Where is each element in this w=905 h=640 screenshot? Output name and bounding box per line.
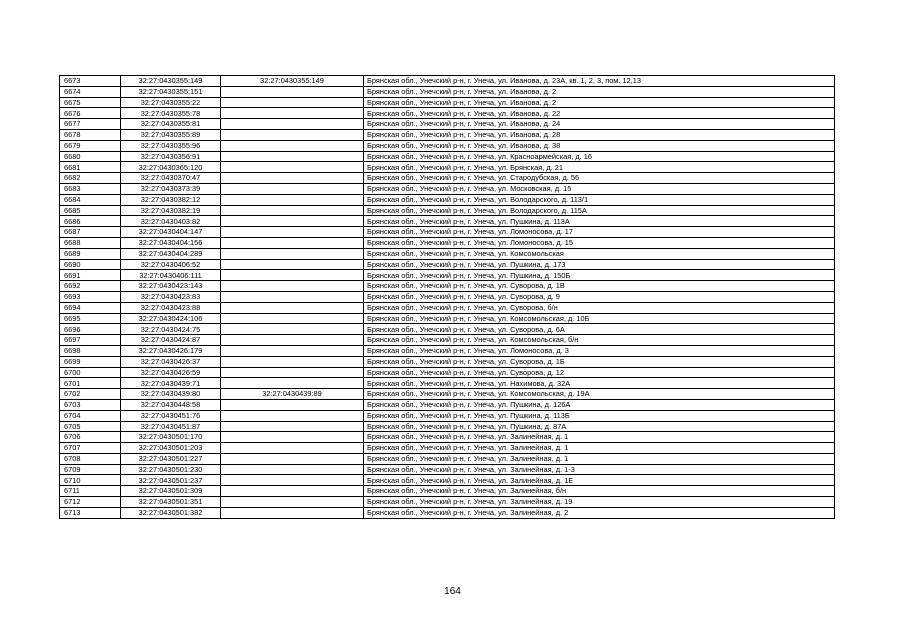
table-row bbox=[60, 76, 835, 87]
related-number-cell: 32:27:0430439:89 bbox=[221, 389, 364, 400]
related-number-cell bbox=[221, 324, 364, 335]
related-number-cell bbox=[221, 410, 364, 421]
row-number-cell: 6678 bbox=[60, 129, 121, 140]
related-number-cell bbox=[221, 399, 364, 410]
related-number-cell bbox=[221, 421, 364, 432]
cadastral-number-cell: 32:27:0430355:149 bbox=[121, 76, 221, 87]
address-cell: Брянская обл., Унечский р-н, г. Унеча, ул. Суворова, д. 1В bbox=[364, 281, 835, 292]
row-number-cell: 6705 bbox=[60, 421, 121, 432]
row-number-cell: 6694 bbox=[60, 302, 121, 313]
row-number-cell: 6693 bbox=[60, 291, 121, 302]
address-cell: Брянская обл., Унечский р-н, г. Унеча, ул. Иванова, д. 24 bbox=[364, 119, 835, 130]
row-number-cell: 6679 bbox=[60, 140, 121, 151]
cadastral-number-cell: 32:27:0430355:81 bbox=[121, 119, 221, 130]
address-cell: Брянская обл., Унечский р-н, г. Унеча, ул. Стародубская, д. 56 bbox=[364, 173, 835, 184]
address-cell: Брянская обл., Унечский р-н, г. Унеча, ул. Суворова, д. 6А bbox=[364, 324, 835, 335]
row-number-cell: 6700 bbox=[60, 367, 121, 378]
table-row bbox=[60, 227, 835, 238]
related-number-cell bbox=[221, 291, 364, 302]
related-number-cell bbox=[221, 270, 364, 281]
address-cell: Брянская обл., Унечский р-н, г. Унеча, ул. Комсомольская bbox=[364, 248, 835, 259]
related-number-cell bbox=[221, 108, 364, 119]
table-row bbox=[60, 345, 835, 356]
cadastral-number-cell: 32:27:0430403:82 bbox=[121, 216, 221, 227]
related-number-cell bbox=[221, 173, 364, 184]
table-row bbox=[60, 335, 835, 346]
related-number-cell bbox=[221, 475, 364, 486]
row-number-cell: 6691 bbox=[60, 270, 121, 281]
cadastral-number-cell: 32:27:0430423:83 bbox=[121, 291, 221, 302]
table-row bbox=[60, 486, 835, 497]
related-number-cell bbox=[221, 194, 364, 205]
related-number-cell bbox=[221, 453, 364, 464]
table-row bbox=[60, 313, 835, 324]
address-cell: Брянская обл., Унечский р-н, г. Унеча, ул. Пушкина, д. 173 bbox=[364, 259, 835, 270]
related-number-cell bbox=[221, 345, 364, 356]
cadastral-number-cell: 32:27:0430501:170 bbox=[121, 432, 221, 443]
cadastral-number-cell: 32:27:0430355:78 bbox=[121, 108, 221, 119]
table-row bbox=[60, 281, 835, 292]
row-number-cell: 6698 bbox=[60, 345, 121, 356]
table-row bbox=[60, 497, 835, 508]
table-row bbox=[60, 216, 835, 227]
cadastral-table bbox=[59, 75, 835, 519]
address-cell: Брянская обл., Унечский р-н, г. Унеча, ул. Комсомольская, д. 10Б bbox=[364, 313, 835, 324]
address-cell: Брянская обл., Унечский р-н, г. Унеча, ул. Залинейная, д. 1 bbox=[364, 432, 835, 443]
table-row bbox=[60, 389, 835, 400]
cadastral-number-cell: 32:27:0430501:309 bbox=[121, 486, 221, 497]
address-cell: Брянская обл., Унечский р-н, г. Унеча, ул. Суворова, б/н bbox=[364, 302, 835, 313]
address-cell: Брянская обл., Унечский р-н, г. Унеча, ул. Залинейная, д. 1 bbox=[364, 453, 835, 464]
address-cell: Брянская обл., Унечский р-н, г. Унеча, ул. Залинейная, д. 1Е bbox=[364, 475, 835, 486]
row-number-cell: 6711 bbox=[60, 486, 121, 497]
address-cell: Брянская обл., Унечский р-н, г. Унеча, ул. Залинейная, д. 1 bbox=[364, 443, 835, 454]
table-row bbox=[60, 475, 835, 486]
row-number-cell: 6681 bbox=[60, 162, 121, 173]
table-row bbox=[60, 421, 835, 432]
cadastral-number-cell: 32:27:0430355:89 bbox=[121, 129, 221, 140]
row-number-cell: 6710 bbox=[60, 475, 121, 486]
table-row bbox=[60, 410, 835, 421]
related-number-cell bbox=[221, 162, 364, 173]
related-number-cell bbox=[221, 183, 364, 194]
related-number-cell bbox=[221, 205, 364, 216]
table-row bbox=[60, 356, 835, 367]
row-number-cell: 6688 bbox=[60, 237, 121, 248]
cadastral-number-cell: 32:27:0430355:22 bbox=[121, 97, 221, 108]
table-row bbox=[60, 270, 835, 281]
table-row bbox=[60, 302, 835, 313]
cadastral-number-cell: 32:27:0430451:76 bbox=[121, 410, 221, 421]
row-number-cell: 6699 bbox=[60, 356, 121, 367]
row-number-cell: 6708 bbox=[60, 453, 121, 464]
row-number-cell: 6689 bbox=[60, 248, 121, 259]
address-cell: Брянская обл., Унечский р-н, г. Унеча, ул. Залинейная, д. 2 bbox=[364, 507, 835, 518]
row-number-cell: 6713 bbox=[60, 507, 121, 518]
cadastral-number-cell: 32:27:0430501:237 bbox=[121, 475, 221, 486]
table-body bbox=[60, 76, 835, 519]
row-number-cell: 6703 bbox=[60, 399, 121, 410]
cadastral-number-cell: 32:27:0430373:39 bbox=[121, 183, 221, 194]
row-number-cell: 6704 bbox=[60, 410, 121, 421]
table-row bbox=[60, 291, 835, 302]
page-number: 164 bbox=[444, 586, 461, 597]
table-row bbox=[60, 248, 835, 259]
cadastral-number-cell: 32:27:0430424:106 bbox=[121, 313, 221, 324]
cadastral-number-cell: 32:27:0430439:80 bbox=[121, 389, 221, 400]
cadastral-number-cell: 32:27:0430365:120 bbox=[121, 162, 221, 173]
address-cell: Брянская обл., Унечский р-н, г. Унеча, ул. Иванова, д. 2 bbox=[364, 86, 835, 97]
cadastral-number-cell: 32:27:0430424:75 bbox=[121, 324, 221, 335]
address-cell: Брянская обл., Унечский р-н, г. Унеча, ул. Красноармейская, д. 16 bbox=[364, 151, 835, 162]
address-cell: Брянская обл., Унечский р-н, г. Унеча, ул. Володарского, д. 113/1 bbox=[364, 194, 835, 205]
address-cell: Брянская обл., Унечский р-н, г. Унеча, ул. Иванова, д. 23А, кв. 1, 2, 3, пом. 12,13 bbox=[364, 76, 835, 87]
table-row bbox=[60, 97, 835, 108]
cadastral-number-cell: 32:27:0430406:52 bbox=[121, 259, 221, 270]
table-row bbox=[60, 205, 835, 216]
address-cell: Брянская обл., Унечский р-н, г. Унеча, ул. Ломоносова, д. 17 bbox=[364, 227, 835, 238]
address-cell: Брянская обл., Унечский р-н, г. Унеча, ул. Володарского, д. 115А bbox=[364, 205, 835, 216]
address-cell: Брянская обл., Унечский р-н, г. Унеча, ул. Иванова, д. 22 bbox=[364, 108, 835, 119]
related-number-cell bbox=[221, 151, 364, 162]
related-number-cell bbox=[221, 248, 364, 259]
address-cell: Брянская обл., Унечский р-н, г. Унеча, ул. Иванова, д. 28 bbox=[364, 129, 835, 140]
cadastral-number-cell: 32:27:0430355:151 bbox=[121, 86, 221, 97]
cadastral-number-cell: 32:27:0430406:111 bbox=[121, 270, 221, 281]
cadastral-number-cell: 32:27:0430451:87 bbox=[121, 421, 221, 432]
related-number-cell bbox=[221, 313, 364, 324]
table-row bbox=[60, 324, 835, 335]
table-row bbox=[60, 432, 835, 443]
row-number-cell: 6696 bbox=[60, 324, 121, 335]
address-cell: Брянская обл., Унечский р-н, г. Унеча, ул. Суворова, д. 1Б bbox=[364, 356, 835, 367]
row-number-cell: 6684 bbox=[60, 194, 121, 205]
related-number-cell bbox=[221, 259, 364, 270]
table-row bbox=[60, 378, 835, 389]
related-number-cell bbox=[221, 507, 364, 518]
table-row bbox=[60, 443, 835, 454]
row-number-cell: 6673 bbox=[60, 76, 121, 87]
row-number-cell: 6683 bbox=[60, 183, 121, 194]
address-cell: Брянская обл., Унечский р-н, г. Унеча, ул. Иванова, д. 2 bbox=[364, 97, 835, 108]
cadastral-number-cell: 32:27:0430501:227 bbox=[121, 453, 221, 464]
row-number-cell: 6707 bbox=[60, 443, 121, 454]
row-number-cell: 6692 bbox=[60, 281, 121, 292]
cadastral-number-cell: 32:27:0430501:382 bbox=[121, 507, 221, 518]
address-cell: Брянская обл., Унечский р-н, г. Унеча, ул. Залинейная, б/н bbox=[364, 486, 835, 497]
address-cell: Брянская обл., Унечский р-н, г. Унеча, ул. Комсомольская, д. 19А bbox=[364, 389, 835, 400]
cadastral-number-cell: 32:27:0430426:59 bbox=[121, 367, 221, 378]
cadastral-number-cell: 32:27:0430423:88 bbox=[121, 302, 221, 313]
address-cell: Брянская обл., Унечский р-н, г. Унеча, ул. Нахимова, д. 32А bbox=[364, 378, 835, 389]
row-number-cell: 6709 bbox=[60, 464, 121, 475]
row-number-cell: 6680 bbox=[60, 151, 121, 162]
related-number-cell bbox=[221, 464, 364, 475]
address-cell: Брянская обл., Унечский р-н, г. Унеча, ул. Залинейная, д. 19 bbox=[364, 497, 835, 508]
cadastral-number-cell: 32:27:0430356:91 bbox=[121, 151, 221, 162]
table-row bbox=[60, 173, 835, 184]
cadastral-number-cell: 32:27:0430501:230 bbox=[121, 464, 221, 475]
address-cell: Брянская обл., Унечский р-н, г. Унеча, ул. Пушкина, д. 113А bbox=[364, 216, 835, 227]
address-cell: Брянская обл., Унечский р-н, г. Унеча, ул. Суворова, д. 12 bbox=[364, 367, 835, 378]
address-cell: Брянская обл., Унечский р-н, г. Унеча, ул. Ломоносова, д. 3 bbox=[364, 345, 835, 356]
row-number-cell: 6676 bbox=[60, 108, 121, 119]
table-row bbox=[60, 108, 835, 119]
address-cell: Брянская обл., Унечский р-н, г. Унеча, ул. Пушкина, д. 113Б bbox=[364, 410, 835, 421]
address-cell: Брянская обл., Унечский р-н, г. Унеча, ул. Иванова, д. 38 bbox=[364, 140, 835, 151]
row-number-cell: 6687 bbox=[60, 227, 121, 238]
cadastral-number-cell: 32:27:0430439:71 bbox=[121, 378, 221, 389]
row-number-cell: 6701 bbox=[60, 378, 121, 389]
related-number-cell bbox=[221, 227, 364, 238]
related-number-cell bbox=[221, 356, 364, 367]
related-number-cell bbox=[221, 97, 364, 108]
table-row bbox=[60, 129, 835, 140]
table-row bbox=[60, 507, 835, 518]
related-number-cell bbox=[221, 119, 364, 130]
related-number-cell bbox=[221, 443, 364, 454]
related-number-cell bbox=[221, 86, 364, 97]
cadastral-number-cell: 32:27:0430426:179 bbox=[121, 345, 221, 356]
row-number-cell: 6706 bbox=[60, 432, 121, 443]
address-cell: Брянская обл., Унечский р-н, г. Унеча, ул. Залинейная, д. 1-3 bbox=[364, 464, 835, 475]
related-number-cell bbox=[221, 378, 364, 389]
row-number-cell: 6695 bbox=[60, 313, 121, 324]
address-cell: Брянская обл., Унечский р-н, г. Унеча, ул. Ломоносова, д. 15 bbox=[364, 237, 835, 248]
table-row bbox=[60, 259, 835, 270]
row-number-cell: 6674 bbox=[60, 86, 121, 97]
cadastral-number-cell: 32:27:0430426:37 bbox=[121, 356, 221, 367]
related-number-cell bbox=[221, 432, 364, 443]
cadastral-number-cell: 32:27:0430404:147 bbox=[121, 227, 221, 238]
cadastral-number-cell: 32:27:0430382:19 bbox=[121, 205, 221, 216]
table-row bbox=[60, 367, 835, 378]
address-cell: Брянская обл., Унечский р-н, г. Унеча, ул. Суворова, д. 9 bbox=[364, 291, 835, 302]
related-number-cell bbox=[221, 335, 364, 346]
row-number-cell: 6682 bbox=[60, 173, 121, 184]
table-row bbox=[60, 237, 835, 248]
cadastral-number-cell: 32:27:0430448:58 bbox=[121, 399, 221, 410]
table-row bbox=[60, 453, 835, 464]
cadastral-number-cell: 32:27:0430370:47 bbox=[121, 173, 221, 184]
related-number-cell bbox=[221, 281, 364, 292]
related-number-cell bbox=[221, 129, 364, 140]
table-row bbox=[60, 119, 835, 130]
row-number-cell: 6697 bbox=[60, 335, 121, 346]
cadastral-number-cell: 32:27:0430382:12 bbox=[121, 194, 221, 205]
address-cell: Брянская обл., Унечский р-н, г. Унеча, ул. Комсомольская, б/н bbox=[364, 335, 835, 346]
address-cell: Брянская обл., Унечский р-н, г. Унеча, ул. Брянская, д. 21 bbox=[364, 162, 835, 173]
row-number-cell: 6712 bbox=[60, 497, 121, 508]
related-number-cell bbox=[221, 302, 364, 313]
related-number-cell: 32:27:0430355:149 bbox=[221, 76, 364, 87]
cadastral-number-cell: 32:27:0430501:203 bbox=[121, 443, 221, 454]
table-row bbox=[60, 194, 835, 205]
table-row bbox=[60, 162, 835, 173]
cadastral-number-cell: 32:27:0430424:87 bbox=[121, 335, 221, 346]
row-number-cell: 6686 bbox=[60, 216, 121, 227]
row-number-cell: 6702 bbox=[60, 389, 121, 400]
cadastral-number-cell: 32:27:0430423:143 bbox=[121, 281, 221, 292]
address-cell: Брянская обл., Унечский р-н, г. Унеча, ул. Московская, д. 15 bbox=[364, 183, 835, 194]
related-number-cell bbox=[221, 497, 364, 508]
related-number-cell bbox=[221, 140, 364, 151]
cadastral-number-cell: 32:27:0430404:156 bbox=[121, 237, 221, 248]
table-row bbox=[60, 151, 835, 162]
table-row bbox=[60, 399, 835, 410]
cadastral-number-cell: 32:27:0430404:289 bbox=[121, 248, 221, 259]
address-cell: Брянская обл., Унечский р-н, г. Унеча, ул. Пушкина, д. 126А bbox=[364, 399, 835, 410]
related-number-cell bbox=[221, 486, 364, 497]
table-row bbox=[60, 86, 835, 97]
related-number-cell bbox=[221, 367, 364, 378]
row-number-cell: 6690 bbox=[60, 259, 121, 270]
table-row bbox=[60, 183, 835, 194]
row-number-cell: 6685 bbox=[60, 205, 121, 216]
related-number-cell bbox=[221, 216, 364, 227]
cadastral-number-cell: 32:27:0430355:96 bbox=[121, 140, 221, 151]
address-cell: Брянская обл., Унечский р-н, г. Унеча, ул. Пушкина, д. 87А bbox=[364, 421, 835, 432]
row-number-cell: 6675 bbox=[60, 97, 121, 108]
table-row bbox=[60, 464, 835, 475]
address-cell: Брянская обл., Унечский р-н, г. Унеча, ул. Пушкина, д. 150Б bbox=[364, 270, 835, 281]
table-row bbox=[60, 140, 835, 151]
cadastral-number-cell: 32:27:0430501:351 bbox=[121, 497, 221, 508]
related-number-cell bbox=[221, 237, 364, 248]
row-number-cell: 6677 bbox=[60, 119, 121, 130]
